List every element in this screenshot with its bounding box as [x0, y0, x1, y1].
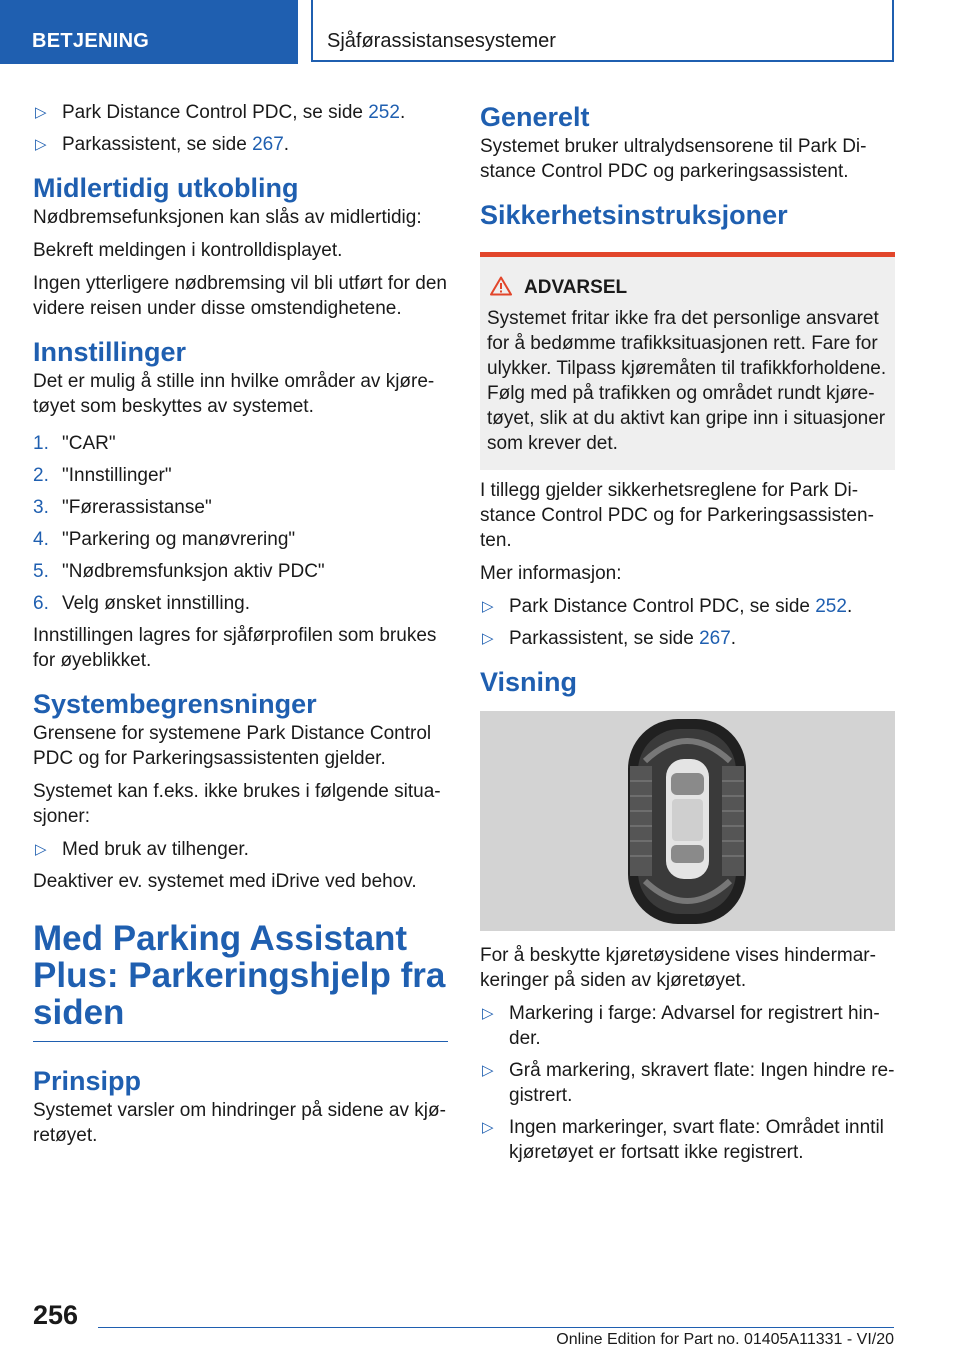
- paragraph: Mer informasjon:: [480, 563, 622, 584]
- step-item: 5. "Nødbremsfunksjon aktiv PDC": [33, 561, 325, 582]
- paragraph: Systemet bruker ultralydsensorene til Park Distance Control PDC og parkeringsassistent.: [480, 136, 867, 182]
- list-item: ▷ Parkassistent, se side 267.: [482, 628, 737, 649]
- warning-title-row: [487, 275, 887, 300]
- paragraph: Ingen ytterligere nødbremsing vil bli utført for den videre reisen under disse omstendighetene.: [33, 273, 447, 319]
- list-item: ▷ Grå markering, skravert flate: Ingen hindre registrert.: [482, 1060, 895, 1106]
- heading-rule: [33, 1041, 448, 1042]
- triangle-bullet-icon: ▷: [482, 1062, 494, 1079]
- car-top-view-illustration: [480, 711, 895, 931]
- warning-text: Systemet fritar ikke fra det personlige ansvaret for å bedømme trafikksituasjonen rett. Fare for ulykker. Tilpass kjøremåten til trafikkforholdene. Følg med på trafikken og området rundt kjøretøyet, slik at du aktivt kan gripe inn i situasjoner som krever det.: [487, 308, 887, 454]
- section-title: BETJENING: [32, 30, 150, 52]
- page-link[interactable]: 252: [815, 596, 847, 617]
- triangle-bullet-icon: ▷: [35, 136, 47, 153]
- triangle-bullet-icon: ▷: [482, 598, 494, 615]
- triangle-bullet-icon: ▷: [482, 1119, 494, 1136]
- footer-rule: [98, 1327, 894, 1328]
- heading-innstillinger: Innstillinger: [33, 337, 187, 367]
- warning-triangle-icon: [490, 276, 512, 296]
- list-item: ▷ Ingen markeringer, svart flate: Området inntil kjøretøyet er fortsatt ikke registrert.: [482, 1117, 884, 1163]
- heading-prinsipp: Prinsipp: [33, 1066, 142, 1096]
- edition-note: Online Edition for Part no. 01405A11331 - VI/20: [556, 1331, 894, 1348]
- heading-generelt: Generelt: [480, 102, 590, 132]
- heading-systembegrensninger: Systembegrensninger: [33, 689, 317, 719]
- paragraph: Nødbremsefunksjonen kan slås av midlertidig:: [33, 207, 422, 228]
- paragraph: For å beskytte kjøretøysidene vises hindermarkeringer på siden av kjøretøyet.: [480, 945, 876, 991]
- parking-sensor-display-image: [480, 711, 895, 931]
- heading-sikkerhet: Sikkerhetsinstruksjoner: [480, 200, 788, 230]
- warning-box: [480, 252, 895, 470]
- paragraph: Grensene for systemene Park Distance Control PDC og for Parkeringsassistenten gjelder.: [33, 723, 432, 769]
- list-item: ▷ Park Distance Control PDC, se side 252.: [482, 596, 853, 617]
- heading-visning: Visning: [480, 667, 578, 697]
- page-number: 256: [33, 1300, 79, 1330]
- step-item: 2. "Innstillinger": [33, 465, 172, 486]
- triangle-bullet-icon: ▷: [35, 104, 47, 121]
- paragraph: Deaktiver ev. systemet med iDrive ved behov.: [33, 871, 417, 892]
- chapter-title: Sjåførassistansesystemer: [327, 30, 556, 52]
- triangle-bullet-icon: ▷: [482, 1005, 494, 1022]
- chapter-header: [311, 0, 894, 62]
- main-section-heading: Med Parking Assistant Plus: Parkeringshjelp fra siden: [33, 919, 446, 1032]
- page-link[interactable]: 267: [252, 134, 284, 155]
- paragraph: Det er mulig å stille inn hvilke områder av kjøretøyet som beskyttes av systemet.: [33, 371, 435, 417]
- left-column: [33, 100, 448, 1156]
- list-item: ▷ Markering i farge: Advarsel for registrert hinder.: [482, 1003, 880, 1049]
- paragraph: Innstillingen lagres for sjåførprofilen som brukes for øyeblikket.: [33, 625, 437, 671]
- step-item: 4. "Parkering og manøvrering": [33, 529, 296, 550]
- right-column: [480, 100, 895, 1172]
- list-item: ▷ Park Distance Control PDC, se side 252.: [35, 102, 406, 123]
- warning-title: ADVARSEL: [524, 277, 628, 298]
- section-tab: [0, 0, 298, 64]
- step-item: 6. Velg ønsket innstilling.: [33, 593, 250, 614]
- page-link[interactable]: 252: [368, 102, 400, 123]
- triangle-bullet-icon: ▷: [482, 630, 494, 647]
- paragraph: Bekreft meldingen i kontrolldisplayet.: [33, 240, 343, 261]
- paragraph: I tillegg gjelder sikkerhetsreglene for Park Distance Control PDC og for Parkeringsassistenten.: [480, 480, 874, 551]
- page-link[interactable]: 267: [699, 628, 731, 649]
- step-item: 3. "Førerassistanse": [33, 497, 212, 518]
- list-item: ▷ Parkassistent, se side 267.: [35, 134, 290, 155]
- heading-midlertidig: Midlertidig utkobling: [33, 173, 299, 203]
- paragraph: Systemet kan f.eks. ikke brukes i følgende situasjoner:: [33, 781, 441, 827]
- step-item: 1. "CAR": [33, 433, 116, 454]
- list-item: ▷ Med bruk av tilhenger.: [35, 839, 249, 860]
- paragraph: Systemet varsler om hindringer på sidene av kjøretøyet.: [33, 1100, 446, 1146]
- triangle-bullet-icon: ▷: [35, 841, 47, 858]
